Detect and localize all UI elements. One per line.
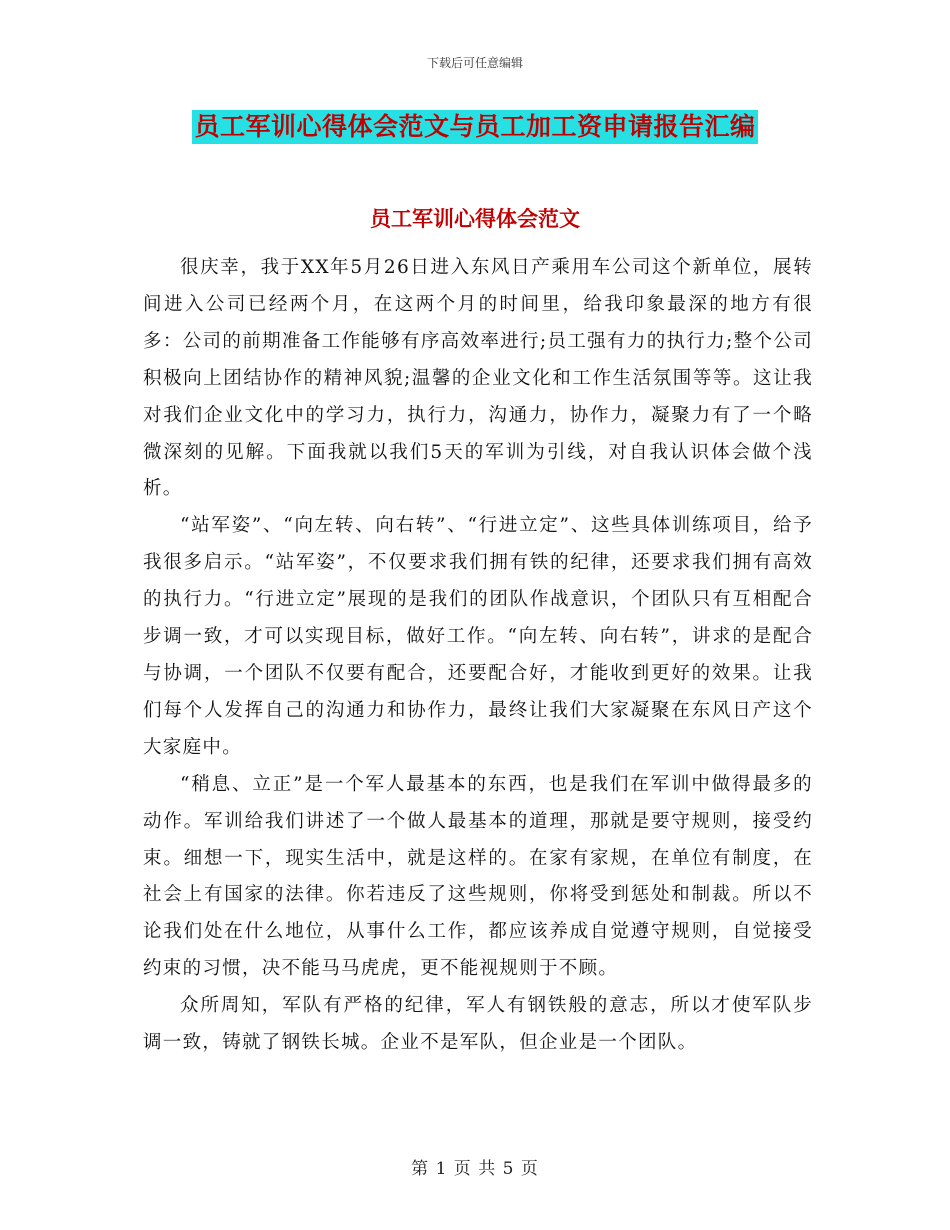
document-title-container [0,110,950,144]
page-footer: 第 1 页 共 5 页 [411,1159,539,1179]
paragraph: “稍息、立正”是一个军人最基本的东西，也是我们在军训中做得最多的动作。军训给我们讲述了一个做人最基本的道理，那就是要守规则，接受约束。细想一下，现实生活中，就是这样的。在家有家规，在单位有制度，在社会上有国家的法律。你若违反了这些规则，你将受到惩处和制裁。所以不论我们处在什么地位，从事什么工作，都应该养成自觉遵守规则，自觉接受约束的习惯，决不能马马虎虎，更不能视规则于不顾。 [143,773,813,980]
paragraph: “站军姿”、“向左转、向右转”、“行进立定”、这些具体训练项目，给予我很多启示。“站军姿”，不仅要求我们拥有铁的纪律，还要求我们拥有高效的执行力。“行进立定”展现的是我们的团队作战意识，个团队只有互相配合步调一致，才可以实现目标，做好工作。“向左转、向右转”，讲求的是配合与协调，一个团队不仅要有配合，还要配合好，才能收到更好的效果。让我们每个人发挥自己的沟通力和协作力，最终让我们大家凝聚在东风日产这个大家庭中。 [143,515,813,758]
header-note: 下载后可任意编辑 [426,56,523,70]
document-title: 员工军训心得体会范文与员工加工资申请报告汇编 [192,110,757,144]
paragraph: 众所周知，军队有严格的纪律，军人有钢铁般的意志，所以才使军队步调一致，铸就了钢铁长城。企业不是军队，但企业是一个团队。 [143,995,813,1054]
section-title: 员工军训心得体会范文 [370,207,580,231]
paragraph: 很庆幸，我于XX年5月26日进入东风日产乘用车公司这个新单位，展转间进入公司已经两个月，在这两个月的时间里，给我印象最深的地方有很多：公司的前期准备工作能够有序高效率进行;员工强有力的执行力;整个公司积极向上团结协作的精神风貌;温馨的企业文化和工作生活氛围等等。这让我对我们企业文化中的学习力，执行力，沟通力，协作力，凝聚力有了一个略微深刻的见解。下面我就以我们5天的军训为引线，对自我认识体会做个浅析。 [143,257,813,500]
document-body [143,250,813,1062]
